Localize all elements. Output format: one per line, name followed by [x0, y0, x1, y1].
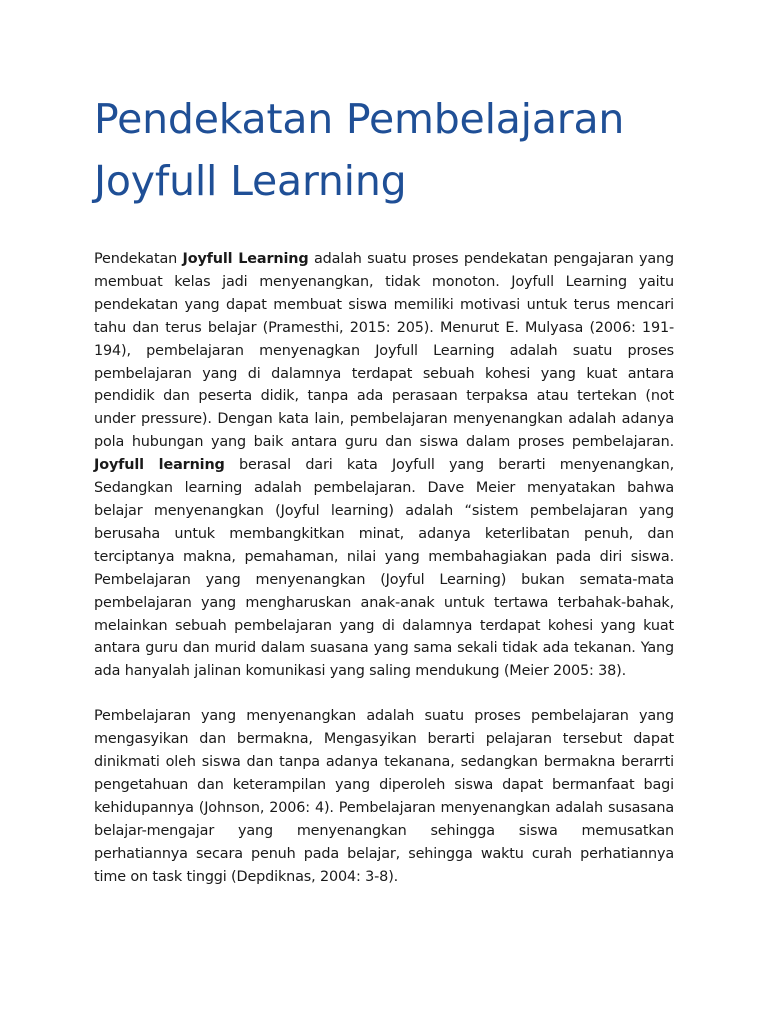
title-line-1: Pendekatan Pembelajaran — [94, 95, 625, 143]
title-line-2: Joyfull Learning — [94, 157, 407, 205]
paragraph-2: Pembelajaran yang menyenangkan adalah suatu proses pembelajaran yang mengasyikan dan bermakna, Mengasyikan berarti pelajaran tersebut dapat dinikmati oleh siswa dan tanpa adanya tekanana, sedangkan bermakna berarrti pengetahuan dan keterampilan yang diperoleh siswa dapat bermanfaat bagi kehidupannya (Johnson, 2006: 4). Pembelajaran menyenangkan adalah susasana belajar-mengajar yang menyenangkan sehingga siswa memusatkan perhatiannya secara penuh pada belajar, sehingga waktu curah perhatiannya time on task tinggi (Depdiknas, 2004: 3-8). — [94, 708, 674, 885]
document-title — [94, 88, 674, 212]
paragraph-1-text-b: adalah suatu proses pendekatan pengajaran yang membuat kelas jadi menyenangkan, tidak monoton. Joyfull Learning yaitu pendekatan yang dapat membuat siswa memiliki motivasi untuk terus mencari tahu dan terus belajar (Pramesthi, 2015: 205). Menurut E. Mulyasa (2006: 191-194), pembelajaran menyenagkan Joyfull Learning adalah suatu proses pembelajaran yang di dalamnya terdapat sebuah kohesi yang kuat antara pendidik dan peserta didik, tanpa ada perasaan terpaksa atau tertekan (not under pressure). Dengan kata lain, pembelajaran menyenangkan adalah adanya pola hubungan yang baik antara guru dan siswa dalam proses pembelajaran. — [94, 251, 674, 451]
paragraph-1-text-c: berasal dari kata Joyfull yang berarti menyenangkan, Sedangkan learning adalah pembelajaran. Dave Meier menyatakan bahwa belajar menyenangkan (Joyful learning) adalah “sistem pembelajaran yang berusaha untuk membangkitkan minat, adanya keterlibatan penuh, dan terciptanya makna, pemahaman, nilai yang membahagiakan pada diri siswa. Pembelajaran yang menyenangkan (Joyful Learning) bukan semata-mata pembelajaran yang mengharuskan anak-anak untuk tertawa terbahak-bahak, melainkan sebuah pembelajaran yang di dalamnya terdapat kohesi yang kuat antara guru dan murid dalam suasana yang sama sekali tidak ada tekanan. Yang ada hanyalah jalinan komunikasi yang saling mendukung (Meier 2005: 38). — [94, 457, 675, 680]
paragraph-1 — [94, 248, 674, 683]
paragraph-1-text-a: Pendekatan — [94, 251, 183, 267]
paragraph-1-bold-joyfull-learning: Joyfull Learning — [182, 251, 309, 267]
paragraph-1-bold-joyfull-learning-2: Joyfull learning — [94, 457, 225, 474]
